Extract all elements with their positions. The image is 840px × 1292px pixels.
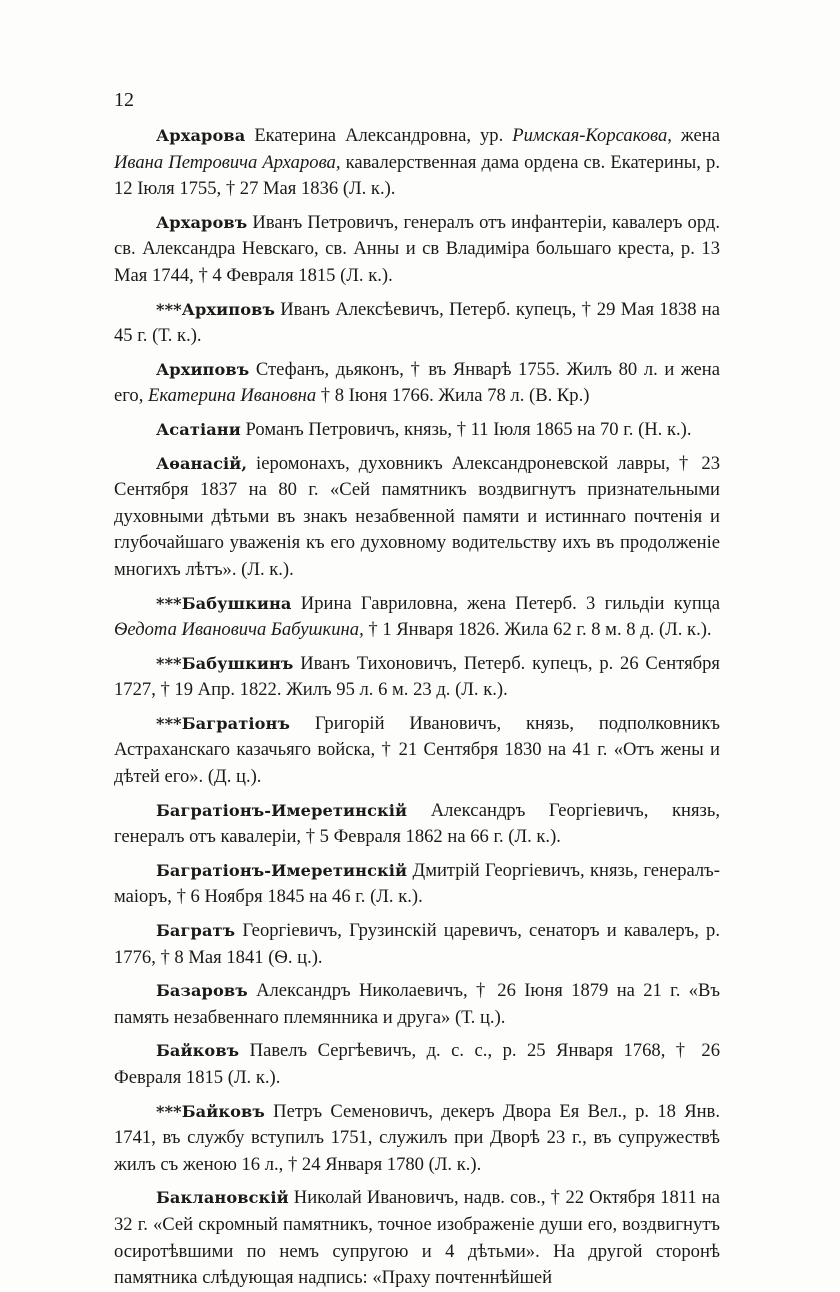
entry — [114, 591, 720, 644]
entry — [114, 1099, 720, 1179]
entry-name: ***Архиповъ — [156, 299, 275, 319]
entry-text: Иванъ Алексѣевичъ, Петерб. купецъ, † 29 Мая 1838 на 45 г. (Т. к.). — [114, 298, 720, 347]
entry-text: Григорій Ивановичъ, князь, подполковникъ Астраханскаго казачьяго войска, † 21 Сентября 1830 на 41 г. «Отъ жены и дѣтей его». (Д. ц.). — [114, 712, 720, 788]
entry-list — [114, 123, 720, 1292]
entry-text: Павелъ Сергѣевичъ, д. с. с., р. 25 Января 1768, † 26 Февраля 1815 (Л. к.). — [114, 1040, 720, 1088]
entry-name: Багратіонъ-Имеретинскій — [156, 800, 408, 820]
entry-text: Иванъ Петровичъ, генералъ отъ инфантеріи, кавалеръ орд. св. Александра Невскаго, св. Анны и св Владиміра большаго креста, р. 13 Мая 1744, † 4 Февраля 1815 (Л. к.). — [114, 211, 720, 286]
entry — [114, 651, 720, 704]
entry-text: Иванъ Тихоновичъ, Петерб. купецъ, р. 26 Сентября 1727, † 19 Апр. 1822. Жилъ 95 л. 6 м. 23 д. (Л. к.). — [114, 652, 720, 701]
entry-name: ***Бабушкинъ — [156, 653, 294, 673]
entry-name: Баклановскій — [156, 1188, 289, 1208]
entry-italic-text: Римская-Корсакова, — [512, 125, 672, 146]
entry-text: кавалерственная дама ордена св. Екатерины, р. 12 Іюля 1755, † 27 Мая 1836 (Л. к.). — [114, 151, 720, 200]
entry-text: Романъ Петровичъ, князь, † 11 Іюля 1865 на 70 г. (Н. к.). — [240, 418, 692, 440]
entry — [114, 711, 720, 791]
entry-text: Александръ Николаевичъ, † 26 Іюня 1879 на 21 г. «Въ память незабвеннаго племянника и друга» (Т. ц.). — [114, 980, 720, 1028]
entry — [114, 297, 720, 350]
entry — [114, 918, 720, 971]
entry-name: ***Бабушкина — [156, 593, 292, 613]
entry — [114, 357, 720, 410]
entry-name: Асатіани — [156, 419, 241, 439]
entry-text: Стефанъ, дьяконъ, † въ Январѣ 1755. Жилъ 80 л. и жена его, — [114, 358, 720, 407]
entry-name: Аѳанасій, — [156, 453, 248, 473]
entry-text: Николай Ивановичъ, надв. сов., † 22 Октября 1811 на 32 г. «Сей скромный памятникъ, точное изображеніе души его, воздвигнутъ осиротѣвшими по немъ супругою и 4 дѣтьми». На другой сторонѣ памятника слѣдующая надпись: «Праху почтеннѣйшей — [114, 1187, 720, 1289]
entry — [114, 210, 720, 290]
entry-text: іеромонахъ, духовникъ Александроневской лавры, † 23 Сентября 1837 на 80 г. «Сей памятникъ воздвигнутъ признательными духовными дѣтьми въ знакъ незабвенной памяти и истиннаго почтенія и глубочайшаго уваженія къ его духовному водительству ихъ въ продолженіе многихъ лѣтъ». (Л. к.). — [114, 452, 720, 580]
entry-text: † 8 Іюня 1766. Жила 78 л. (В. Кр.) — [316, 385, 590, 407]
page-number: 12 — [114, 89, 134, 111]
entry-text: Дмитрій Георгіевичъ, князь, генералъ-маіоръ, † 6 Ноября 1845 на 46 г. (Л. к.). — [114, 859, 720, 908]
entry — [114, 978, 720, 1031]
entry — [114, 798, 720, 851]
entry-italic-text: Екатерина Ивановна — [148, 385, 317, 407]
entry-italic-text: Ивана Петровича Архарова, — [114, 151, 341, 173]
entry-text: Петръ Семеновичъ, декеръ Двора Ея Вел., р. 18 Янв. 1741, въ службу вступилъ 1751, служилъ при Дворѣ 23 г., въ супружествѣ жилъ съ женою 16 л., † 24 Января 1780 (Л. к.). — [114, 1100, 720, 1175]
entry-text: † 1 Января 1826. Жила 62 г. 8 м. 8 д. (Л. к.). — [363, 619, 712, 641]
entry — [114, 1038, 720, 1091]
entry-name: Архарова — [156, 126, 246, 145]
entry — [114, 123, 720, 203]
entry — [114, 451, 720, 584]
entry-name: Базаровъ — [156, 981, 248, 1001]
entry-italic-text: Ѳедота Ивановича Бабушкина, — [114, 619, 364, 641]
entry-text: жена — [671, 125, 720, 146]
entry — [114, 1185, 720, 1291]
entry-name: Байковъ — [156, 1041, 240, 1061]
entry — [114, 417, 720, 444]
entry-text: Александръ Георгіевичъ, князь, генералъ отъ кавалеріи, † 5 Февраля 1862 на 66 г. (Л. к.). — [114, 799, 720, 848]
entry-name: Архаровъ — [156, 212, 248, 232]
entry — [114, 858, 720, 911]
entry-text: Георгіевичъ, Грузинскій царевичъ, сенаторъ и кавалеръ, р. 1776, † 8 Мая 1841 (Ѳ. ц.). — [114, 920, 720, 968]
entry-text: Ирина Гавриловна, жена Петерб. 3 гильдіи купца — [291, 592, 720, 614]
entry-name: ***Багратіонъ — [156, 713, 290, 733]
entry-name: Багратъ — [156, 921, 236, 941]
entry-name: Багратіонъ-Имеретинскій — [156, 860, 408, 880]
entry-text: Екатерина Александровна, ур. — [245, 125, 513, 146]
entry-name: ***Байковъ — [156, 1101, 265, 1121]
entry-name: Архиповъ — [156, 359, 250, 379]
